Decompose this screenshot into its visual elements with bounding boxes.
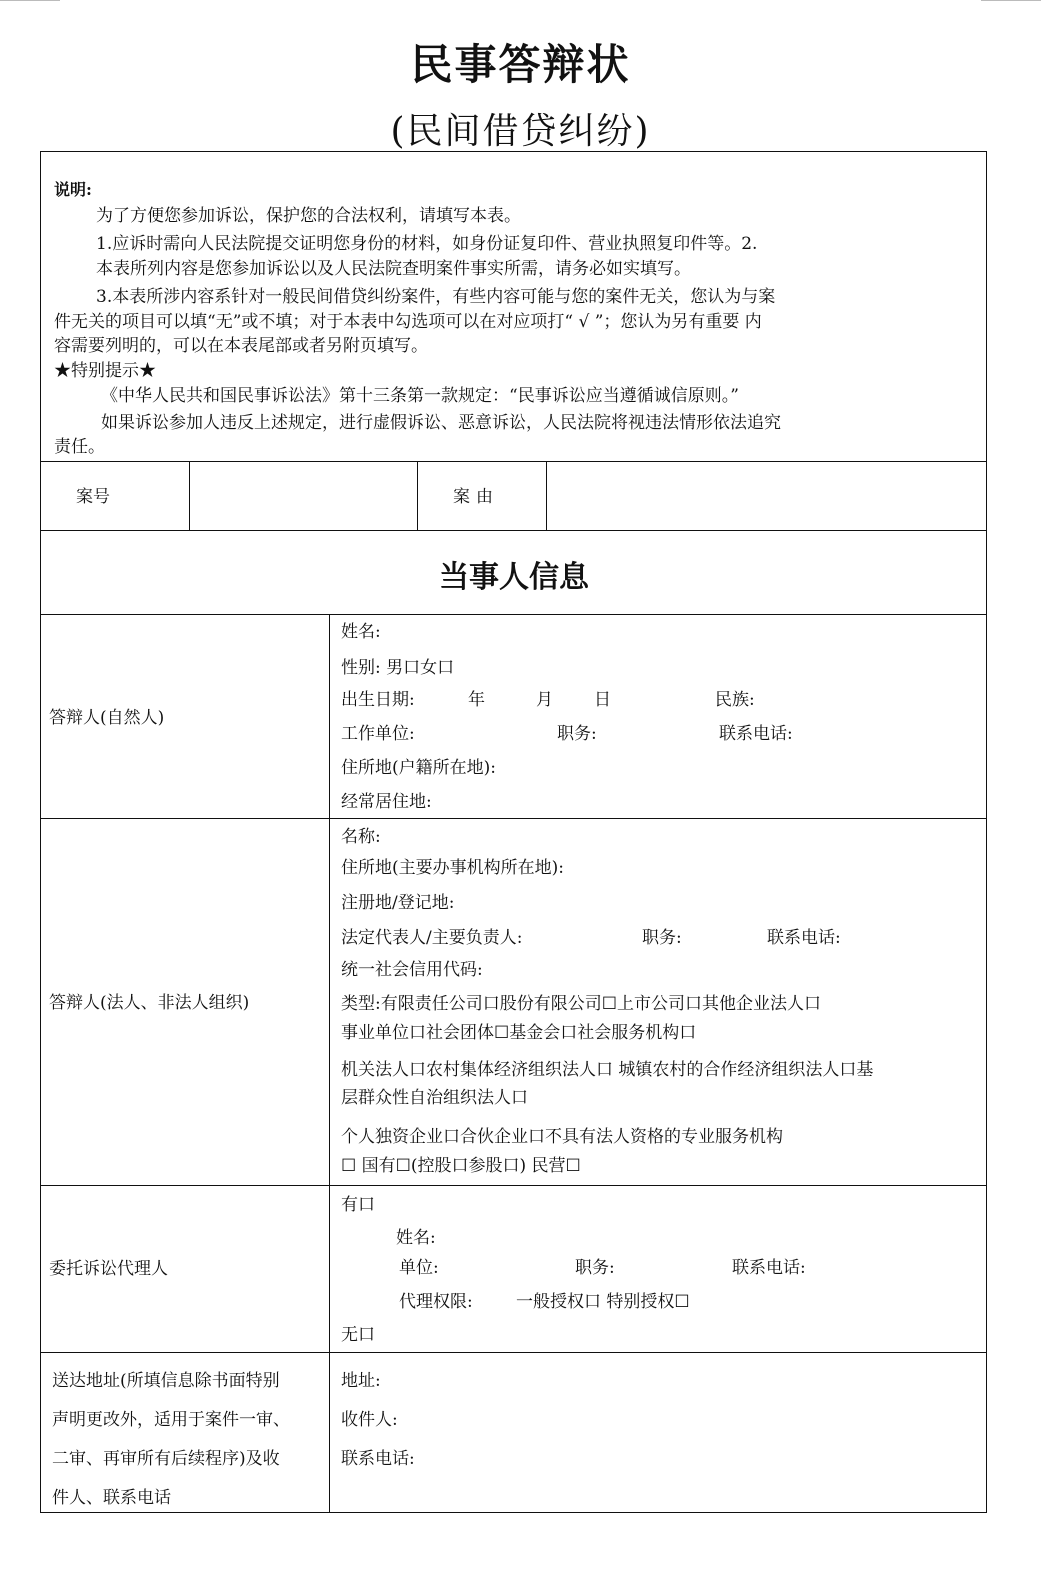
legal-representative-field[interactable]: 法定代表人/主要负责人: [341,928,523,948]
natural-birth-field[interactable]: 出生日期: [341,690,415,710]
natural-position-field[interactable]: 职务: [557,724,597,744]
agent-name-field[interactable]: 姓名: [396,1228,436,1248]
instruction-line: 为了方便您参加诉讼，保护您的合法权利，请填写本表。 [96,206,521,226]
divider [40,530,987,531]
natural-residence-field[interactable]: 经常居住地: [341,792,432,812]
legal-type-options[interactable]: 个人独资企业口合伙企业口不具有法人资格的专业服务机构 [341,1127,783,1147]
special-notice-heading: ★特别提示★ [54,361,156,381]
delivery-phone-field[interactable]: 联系电话: [341,1449,415,1469]
delivery-label-line: 送达地址(所填信息除书面特别 [52,1371,280,1391]
legal-registered-field[interactable]: 注册地/登记地: [341,893,455,913]
delivery-label-line: 二审、再审所有后续程序)及收 [52,1449,280,1469]
document-subtitle: (民间借贷纠纷) [390,111,651,152]
case-number-label: 案号 [76,487,110,507]
natural-domicile-field[interactable]: 住所地(户籍所在地): [341,758,496,778]
delivery-recipient-field[interactable]: 收件人: [341,1410,398,1430]
agent-label: 委托诉讼代理人 [49,1259,168,1279]
case-number-field[interactable] [190,462,417,530]
legal-ownership-options[interactable]: ☐ 国有☐(控股口参股口) 民营☐ [341,1156,581,1176]
legal-type-options[interactable]: 类型:有限责任公司口股份有限公司☐上市公司口其他企业法人口 [341,994,821,1014]
natural-phone-field[interactable]: 联系电话: [719,724,793,744]
legal-name-field[interactable]: 名称: [341,827,381,847]
legal-type-options[interactable]: 事业单位口社会团体☐基金会口社会服务机构口 [341,1023,697,1043]
legal-phone-field[interactable]: 联系电话: [767,928,841,948]
divider [40,614,987,615]
instruction-line: 件无关的项目可以填“无”或不填；对于本表中勾选项可以在对应项打“ √ ”；您认为另有重要 内 [54,312,762,332]
natural-name-field[interactable]: 姓名: [341,622,381,642]
divider [329,614,330,1513]
document-title: 民事答辩状 [410,40,631,89]
birth-month-label: 月 [536,690,553,710]
delivery-address-field[interactable]: 地址: [341,1371,381,1391]
divider [40,1352,987,1353]
legal-type-options[interactable]: 机关法人口农村集体经济组织法人口 城镇农村的合作经济组织法人口基 [341,1060,874,1080]
special-notice-line: 责任。 [54,437,105,457]
agent-unit-field[interactable]: 单位: [399,1258,439,1278]
legal-credit-code-field[interactable]: 统一社会信用代码: [341,960,483,980]
delivery-label-line: 件人、联系电话 [52,1488,171,1508]
birth-day-label: 日 [594,690,611,710]
page-corner-mark [981,0,1041,1]
instruction-line: 本表所列内容是您参加诉讼以及人民法院查明案件事实所需，请务必如实填写。 [96,259,691,279]
instruction-line: 容需要列明的，可以在本表尾部或者另附页填写。 [54,336,428,356]
instructions-heading: 说明: [54,180,92,199]
divider [40,1185,987,1186]
agent-position-field[interactable]: 职务: [575,1258,615,1278]
instruction-line: 3.本表所涉内容系针对一般民间借贷纠纷案件，有些内容可能与您的案件无关，您认为与案 [96,287,776,307]
agent-phone-field[interactable]: 联系电话: [732,1258,806,1278]
special-notice-line: 如果诉讼参加人违反上述规定，进行虚假诉讼、恶意诉讼，人民法院将视违法情形依法追究 [101,413,781,433]
natural-person-label: 答辩人(自然人) [49,708,165,728]
divider [417,461,418,530]
agent-authority-options[interactable]: 一般授权口 特别授权☐ [516,1292,690,1312]
legal-person-label: 答辩人(法人、非法人组织) [49,993,250,1013]
delivery-label-line: 声明更改外，适用于案件一审、 [52,1410,290,1430]
birth-year-label: 年 [468,690,485,710]
instruction-line: 1.应诉时需向人民法院提交证明您身份的材料，如身份证复印件、营业执照复印件等。2. [96,234,758,254]
natural-ethnic-field[interactable]: 民族: [715,690,755,710]
case-cause-field[interactable] [547,462,987,530]
page-corner-mark [0,0,60,1]
case-cause-label: 案由 [453,487,499,507]
section-title: 当事人信息 [439,560,589,595]
agent-none-checkbox[interactable]: 无口 [341,1325,375,1345]
divider [40,818,987,819]
legal-address-field[interactable]: 住所地(主要办事机构所在地): [341,858,564,878]
agent-has-checkbox[interactable]: 有口 [341,1195,375,1215]
legal-position-field[interactable]: 职务: [642,928,682,948]
natural-work-field[interactable]: 工作单位: [341,724,415,744]
special-notice-line: 《中华人民共和国民事诉讼法》第十三条第一款规定：“民事诉讼应当遵循诚信原则。” [101,386,739,406]
natural-gender-field[interactable]: 性别: 男口女口 [341,658,455,678]
legal-type-options[interactable]: 层群众性自治组织法人口 [341,1088,528,1108]
agent-authority-label: 代理权限: [399,1292,473,1312]
